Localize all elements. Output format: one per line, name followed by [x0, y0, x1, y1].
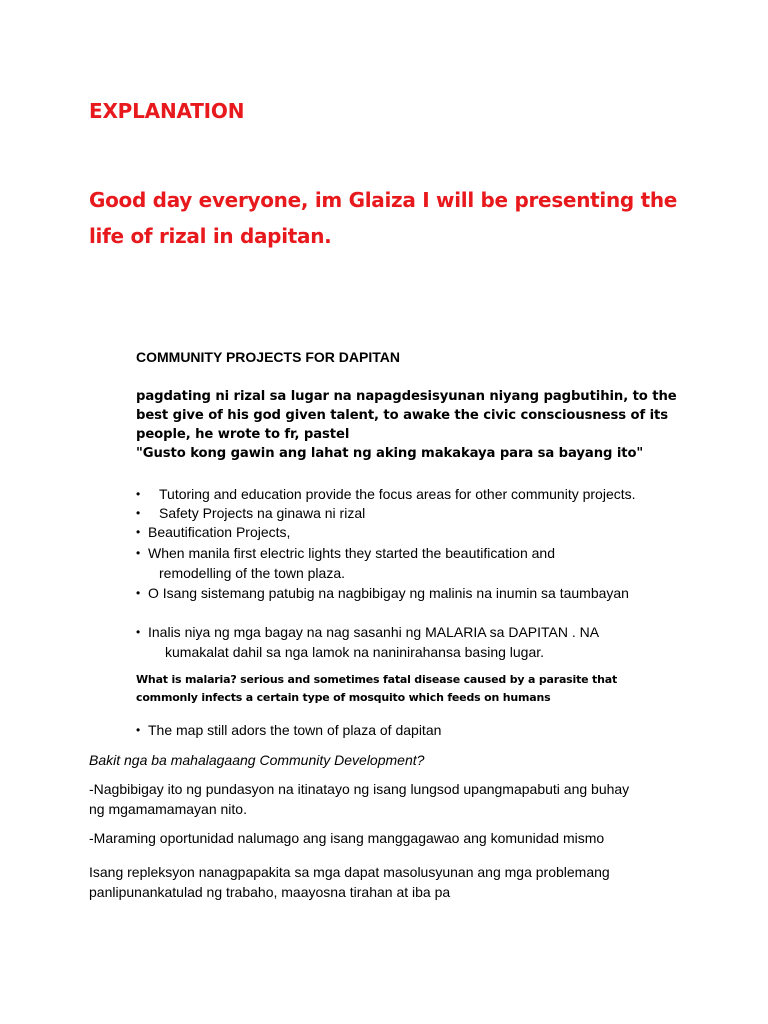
intro-text: Good day everyone, im Glaiza I will be presenting the life of rizal in dapitan.	[89, 188, 678, 248]
list-item: When manila first electric lights they started the beautification and	[148, 545, 555, 561]
list-item: Inalis niya ng mga bagay na nag sasanhi ng MALARIA sa DAPITAN . NA	[148, 624, 600, 640]
list-item: Safety Projects na ginawa ni rizal	[159, 505, 366, 521]
bullet-icon: •	[136, 506, 141, 520]
section-title: COMMUNITY PROJECTS FOR DAPITAN	[136, 349, 400, 365]
question-text: Bakit nga ba mahalagaang Community Development?	[89, 752, 425, 768]
bullet-icon: •	[136, 487, 141, 501]
answer-line: -Nagbibigay ito ng pundasyon na itinatayo ng isang lungsod upangmapabuti ang buhay	[89, 781, 630, 797]
rizal-quote: "Gusto kong gawin ang lahat ng aking makakaya para sa bayang ito"	[136, 446, 644, 461]
list-item: The map still adors the town of plaza of dapitan	[148, 722, 442, 738]
list-item: Tutoring and education provide the focus areas for other community projects.	[159, 486, 636, 502]
bullet-icon: •	[136, 586, 141, 600]
answer-line: ng mgamamamayan nito.	[89, 801, 247, 817]
bullet-icon: •	[136, 625, 141, 639]
bullet-icon: •	[136, 723, 141, 737]
bullet-icon: •	[136, 525, 141, 539]
bullet-icon: •	[136, 546, 141, 560]
list-item-continuation: kumakalat dahil sa nga lamok na naninirahansa basing lugar.	[165, 644, 545, 660]
answer-line: -Maraming oportunidad nalumago ang isang manggagawao ang komunidad mismo	[89, 830, 605, 846]
answer-line: panlipunankatulad ng trabaho, maayosna tirahan at iba pa	[89, 884, 451, 900]
list-item-continuation: remodelling of the town plaza.	[159, 565, 345, 581]
answer-line: Isang repleksyon nanagpapakita sa mga dapat masolusyunan ang mga problemang	[89, 864, 610, 880]
list-item: O Isang sistemang patubig na nagbibigay ng malinis na inumin sa taumbayan	[148, 585, 629, 601]
list-item: Beautification Projects,	[148, 524, 291, 540]
malaria-note: What is malaria? serious and sometimes fatal disease caused by a parasite that commonly infects a certain type of mosquito which feeds on humans	[136, 673, 618, 704]
intro-paragraph: pagdating ni rizal sa lugar na napagdesisyunan niyang pagbutihin, to the best give of his god given talent, to awake the civic consciousness of its people, he wrote to fr, pastel	[136, 389, 677, 442]
explanation-heading: EXPLANATION	[89, 99, 245, 123]
